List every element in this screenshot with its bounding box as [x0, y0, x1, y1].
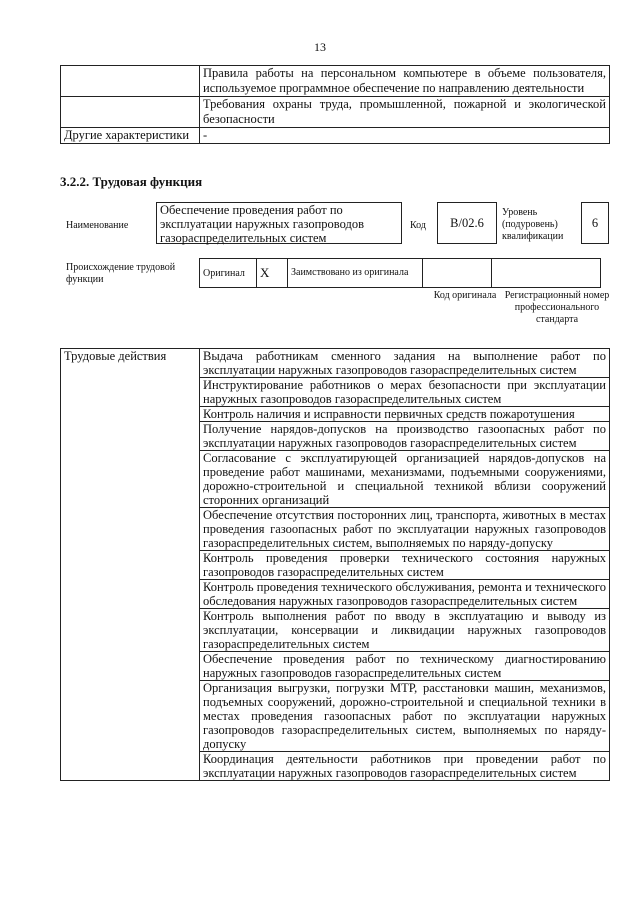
function-code: B/02.6 — [437, 202, 497, 244]
list-item: Обеспечение проведения работ по техническому диагностированию наружных газопроводов газораспределительных систем — [200, 652, 610, 681]
list-item: Согласование с эксплуатирующей организацией нарядов-допусков на проведение работ машинами, механизмами, подъемными сооружениями, дорожно-строительной и специальной техникой вблизи сооружений сторонних организаций — [200, 451, 610, 508]
list-item: Выдача работникам сменного задания на выполнение работ по эксплуатации наружных газопроводов газораспределительных систем — [200, 349, 610, 378]
list-item: Обеспечение отсутствия посторонних лиц, транспорта, животных в местах проведения газоопасных работ по эксплуатации наружных газопроводов газораспределительных систем, выполняемых по наряду-допуску — [200, 508, 610, 551]
list-item: Контроль наличия и исправности первичных средств пожаротушения — [200, 407, 610, 422]
table-row — [200, 259, 601, 288]
origin-table — [199, 258, 601, 288]
table-row — [61, 349, 610, 378]
list-item: Получение нарядов-допусков на производство газоопасных работ по эксплуатации наружных газопроводов газораспределительных систем — [200, 422, 610, 451]
row-label: Другие характеристики — [61, 128, 200, 144]
code-original-cell — [423, 259, 492, 288]
row-value: - — [200, 128, 610, 144]
original-label: Оригинал — [200, 259, 257, 288]
row-label — [61, 66, 200, 97]
name-label: Наименование — [66, 220, 129, 231]
reg-number-caption: Регистрационный номер профессионального стандарта — [504, 290, 610, 325]
table-row — [61, 128, 610, 144]
list-item: Контроль проведения проверки технического состояния наружных газопроводов газораспределительных систем — [200, 551, 610, 580]
table-row — [61, 97, 610, 128]
reg-number-cell — [492, 259, 601, 288]
list-item: Контроль выполнения работ по вводу в эксплуатацию и выводу из эксплуатации, консервации и ликвидации наружных газопроводов газораспределительных систем — [200, 609, 610, 652]
qualification-level: 6 — [581, 202, 609, 244]
labor-actions-table — [60, 348, 610, 781]
row-label — [61, 97, 200, 128]
page-number: 13 — [314, 40, 326, 54]
original-mark: X — [257, 259, 288, 288]
section-heading: 3.2.2. Трудовая функция — [60, 174, 203, 189]
list-item: Инструктирование работников о мерах безопасности при эксплуатации наружных газопроводов газораспределительных систем — [200, 378, 610, 407]
origin-label: Происхождение трудовой функции — [66, 262, 176, 285]
row-value: Требования охраны труда, промышленной, пожарной и экологической безопасности — [200, 97, 610, 128]
code-label: Код — [410, 220, 426, 231]
level-label: Уровень (подуровень) квалификации — [502, 207, 564, 242]
borrowed-label: Заимствовано из оригинала — [288, 259, 423, 288]
code-original-caption: Код оригинала — [433, 290, 497, 301]
labor-actions-label: Трудовые действия — [61, 349, 200, 781]
list-item: Контроль проведения технического обслуживания, ремонта и технического обследования наружных газопроводов газораспределительных систем — [200, 580, 610, 609]
list-item: Координация деятельности работников при проведении работ по эксплуатации наружных газопроводов газораспределительных систем — [200, 752, 610, 781]
table-row — [61, 66, 610, 97]
function-name: Обеспечение проведения работ по эксплуатации наружных газопроводов газораспределительных систем — [156, 202, 402, 244]
row-value: Правила работы на персональном компьютере в объеме пользователя, используемое программное обеспечение по направлению деятельности — [200, 66, 610, 97]
list-item: Организация выгрузки, погрузки МТР, расстановки машин, механизмов, подъемных сооружений, дорожно-строительной и специальной техники в местах проведения газоопасных работ по эксплуатации наружных газопроводов газораспределительных систем, выполняемых по наряду-допуску — [200, 681, 610, 752]
knowledge-table — [60, 65, 610, 144]
